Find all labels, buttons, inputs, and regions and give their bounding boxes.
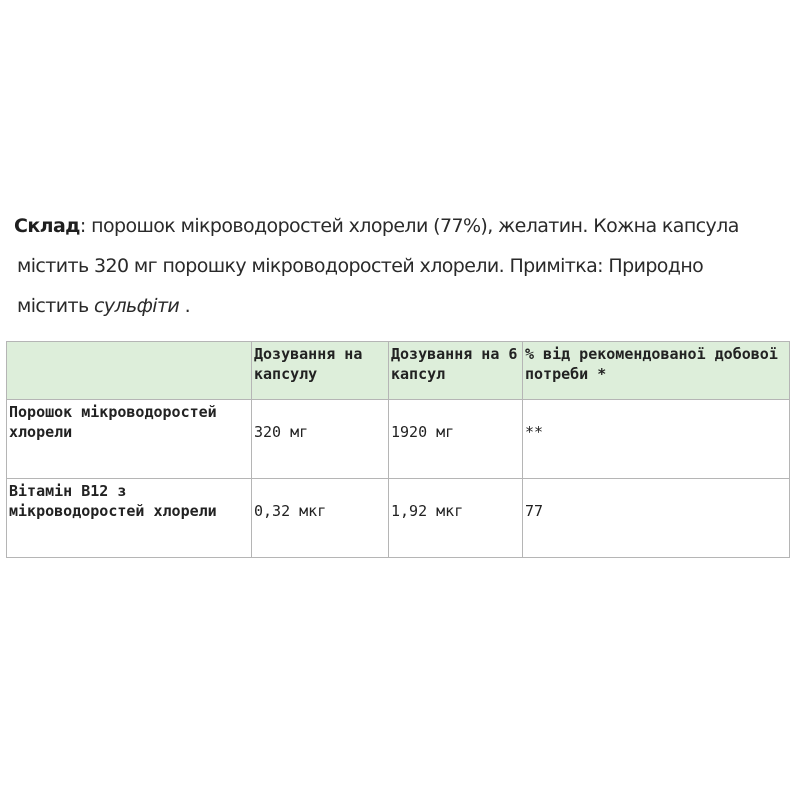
row-per-6-capsules: 1,92 мкг (389, 479, 523, 558)
composition-line-3-suffix: . (179, 295, 191, 317)
table-header-row (7, 342, 790, 400)
composition-line-1-text: : порошок мікроводоростей хлорели (77%), желатин. Кожна капсула (79, 215, 739, 237)
row-per-capsule: 320 мг (252, 400, 389, 479)
row-daily-value: 77 (523, 479, 790, 558)
composition-line-1 (14, 206, 784, 246)
row-ingredient-name: Вітамін B12 з мікроводоростей хлорели (7, 479, 252, 558)
row-per-6-capsules: 1920 мг (389, 400, 523, 479)
row-daily-value: ** (523, 400, 790, 479)
row-ingredient-name: Порошок мікроводоростей хлорели (7, 400, 252, 479)
composition-label: Склад (14, 215, 80, 237)
header-empty-cell (7, 342, 252, 400)
table-row (7, 400, 790, 479)
table-row (7, 479, 790, 558)
composition-text (14, 206, 784, 326)
supplement-facts-table (6, 341, 790, 558)
header-per-capsule: Дозування на капсулу (252, 342, 389, 400)
row-per-capsule: 0,32 мкг (252, 479, 389, 558)
header-per-6-capsules: Дозування на 6 капсул (389, 342, 523, 400)
composition-line-3 (14, 286, 784, 326)
composition-line-3-prefix: містить (17, 295, 94, 317)
header-daily-value: % від рекомендованої добової потреби * (523, 342, 790, 400)
composition-line-2: містить 320 мг порошку мікроводоростей хлорели. Примітка: Природно (17, 255, 704, 277)
sulfites-note: сульфіти (93, 295, 180, 317)
